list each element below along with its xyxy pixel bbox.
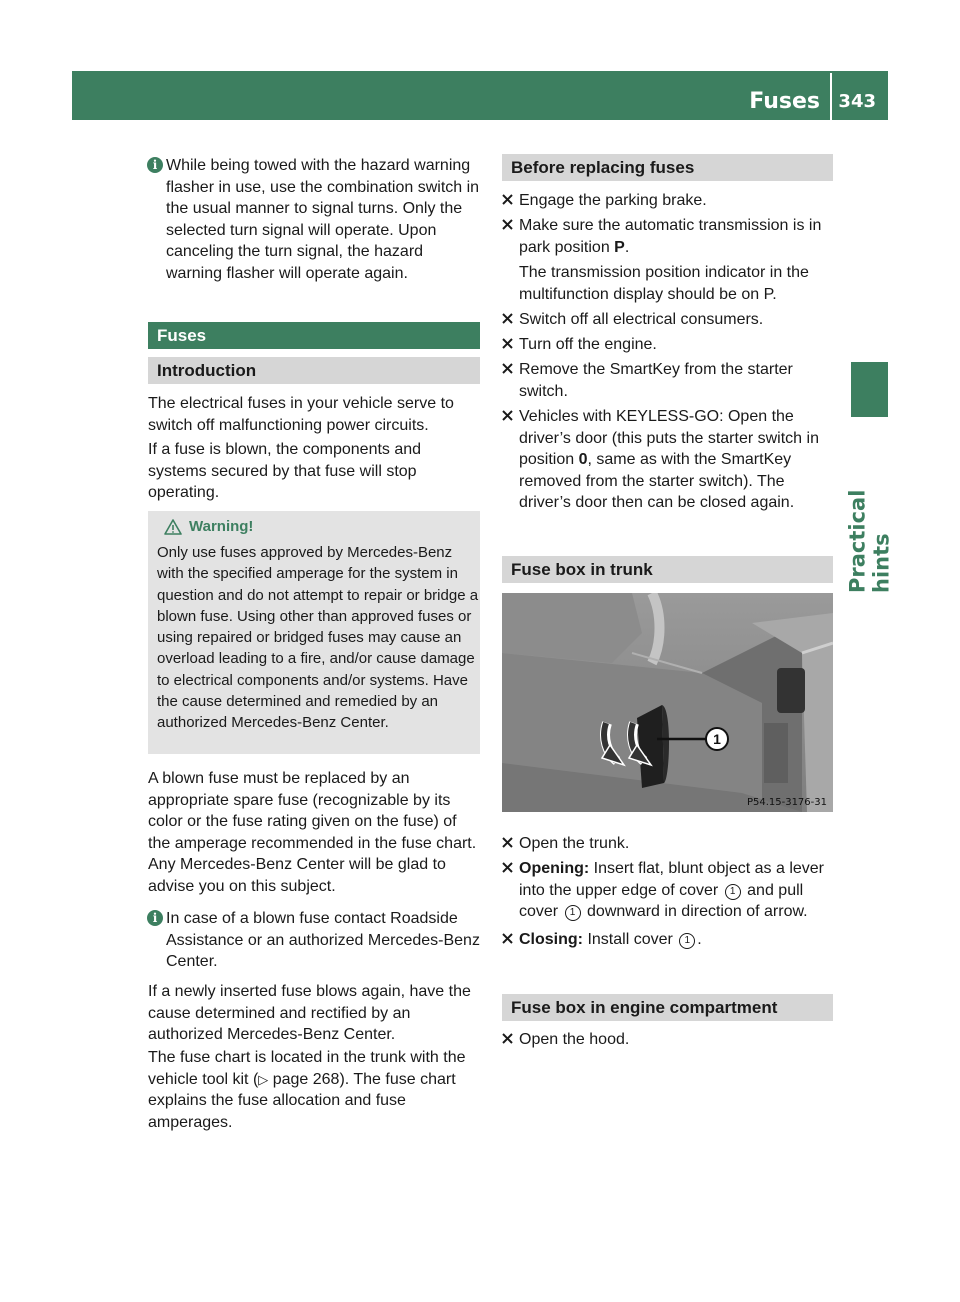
fuse-chart-paragraph: [148, 1047, 482, 1133]
step-cross-icon: [502, 194, 513, 205]
step-text-a: Make sure the automatic transmission is in park position: [519, 217, 822, 256]
step-text: Open the trunk.: [519, 835, 630, 852]
warning-title: Warning!: [189, 518, 254, 535]
step-text-c: , same as with the SmartKey removed from the starter switch). The driver’s door then can be closed again.: [519, 451, 795, 511]
page-reference-arrow-icon: ▷: [258, 1071, 269, 1087]
step-cross-icon: [502, 837, 513, 848]
step-cross-icon: [502, 219, 513, 230]
step-cross-icon: [502, 363, 513, 374]
section-title-bar: [148, 322, 480, 349]
info-note-roadside: [148, 908, 482, 973]
step-text-c: .: [624, 238, 630, 256]
trunk-figure: [502, 593, 833, 812]
info-note-towing: [148, 155, 482, 284]
callout-number: 1: [725, 884, 741, 900]
callout-number: 1: [565, 905, 581, 921]
header-divider: [830, 73, 832, 120]
opening-text-c: downward in direction of arrow.: [582, 903, 808, 920]
fuse-chart-text-b: page 268). The fuse chart explains the fuse allocation and fuse amperages.: [148, 1070, 456, 1131]
step-cross-icon: [502, 338, 513, 349]
step-text: Open the hood.: [519, 1031, 630, 1048]
position-0: 0: [578, 451, 588, 468]
closing-text-b: .: [697, 931, 702, 948]
subsection-trunk-bar: [502, 556, 833, 583]
blows-again-paragraph: If a newly inserted fuse blows again, have the cause determined and rectified by an authorized Mercedes-Benz Center.: [148, 983, 471, 1043]
subsection-title: Fuse box in engine compartment: [511, 998, 778, 1017]
closing-label: Closing:: [519, 931, 583, 948]
opening-label: Opening:: [519, 860, 590, 877]
page-number: 343: [838, 91, 876, 112]
info-note-text: While being towed with the hazard warning flasher in use, use the combination switch in the usual manner to signal turns. Only the selected turn signal will operate. Upon canceling the turn signal, the hazard warning flasher will operate again.: [166, 157, 480, 282]
step-text: [519, 406, 835, 514]
step-text-a: Vehicles with KEYLESS-GO: Open the driver’s door (this puts the starter switch in position: [519, 408, 819, 468]
info-icon: i: [147, 157, 163, 173]
warning-triangle-icon: [164, 519, 182, 535]
step-text: Switch off all electrical consumers.: [519, 311, 764, 328]
step-text: [519, 215, 835, 258]
subsection-before-bar: [502, 154, 833, 181]
replace-paragraph: A blown fuse must be replaced by an appropriate spare fuse (recognizable by its color or the fuse rating given on the fuse) of the amperage recommended in the fuse chart. Any Mercedes-Benz Center will be glad to advise you on this subject.: [148, 770, 477, 895]
closing-text-a: Install cover: [583, 931, 678, 948]
callout-number: 1: [713, 731, 721, 747]
side-tab-marker: [851, 362, 888, 417]
page-header: [72, 71, 888, 120]
step-cross-icon: [502, 862, 513, 873]
step-text: Engage the parking brake.: [519, 192, 707, 209]
warning-box: [148, 511, 480, 754]
section-title: Fuses: [157, 326, 207, 345]
figure-code: P54.15-3176-31: [746, 797, 827, 808]
trunk-illustration: [502, 593, 833, 812]
step-note-text: The transmission position indicator in the multifunction display should be on P.: [519, 264, 809, 303]
callout-number: 1: [679, 933, 695, 949]
subsection-title: Fuse box in trunk: [511, 560, 653, 579]
intro-paragraph-2: If a fuse is blown, the components and systems secured by that fuse will stop operating.: [148, 441, 422, 501]
opening-text-b: and pull cover: [519, 881, 804, 920]
fuse-chart-text-a: The fuse chart is located in the trunk with the vehicle tool kit (: [148, 1049, 466, 1088]
subsection-introduction-bar: [148, 357, 480, 384]
step-cross-icon: [502, 933, 513, 944]
step-cross-icon: [502, 1033, 513, 1044]
step-cross-icon: [502, 410, 513, 421]
step-text: Turn off the engine.: [519, 336, 657, 353]
step-text: [519, 858, 835, 923]
side-tab-label: Practical hints: [845, 489, 894, 593]
warning-text: Only use fuses approved by Mercedes-Benz with the specified amperage for the system in question and do not attempt to repair or bridge a blown fuse. Using other than approved fuses or using repaired or bridged fuses may cause an overload leading to a fire, and/or cause damage to electrical components and/or systems. Have the cause determined and remedied by an authorized Mercedes-Benz Center.: [157, 544, 479, 732]
step-cross-icon: [502, 313, 513, 324]
info-note-text: In case of a blown fuse contact Roadside Assistance or an authorized Mercedes-Benz Center.: [166, 910, 480, 970]
header-title: Fuses: [749, 89, 820, 114]
subsection-title: Introduction: [157, 361, 257, 380]
gear-p: P: [614, 238, 625, 256]
info-icon: i: [147, 910, 163, 926]
opening-text-a: Insert flat, blunt object as a lever into the upper edge of cover: [519, 860, 825, 899]
subsection-engine-bar: [502, 994, 833, 1021]
subsection-title: Before replacing fuses: [511, 158, 695, 177]
intro-paragraph-1: The electrical fuses in your vehicle serve to switch off malfunctioning power circuits.: [148, 395, 454, 434]
step-text: [519, 929, 835, 951]
step-text: Remove the SmartKey from the starter switch.: [519, 361, 793, 400]
